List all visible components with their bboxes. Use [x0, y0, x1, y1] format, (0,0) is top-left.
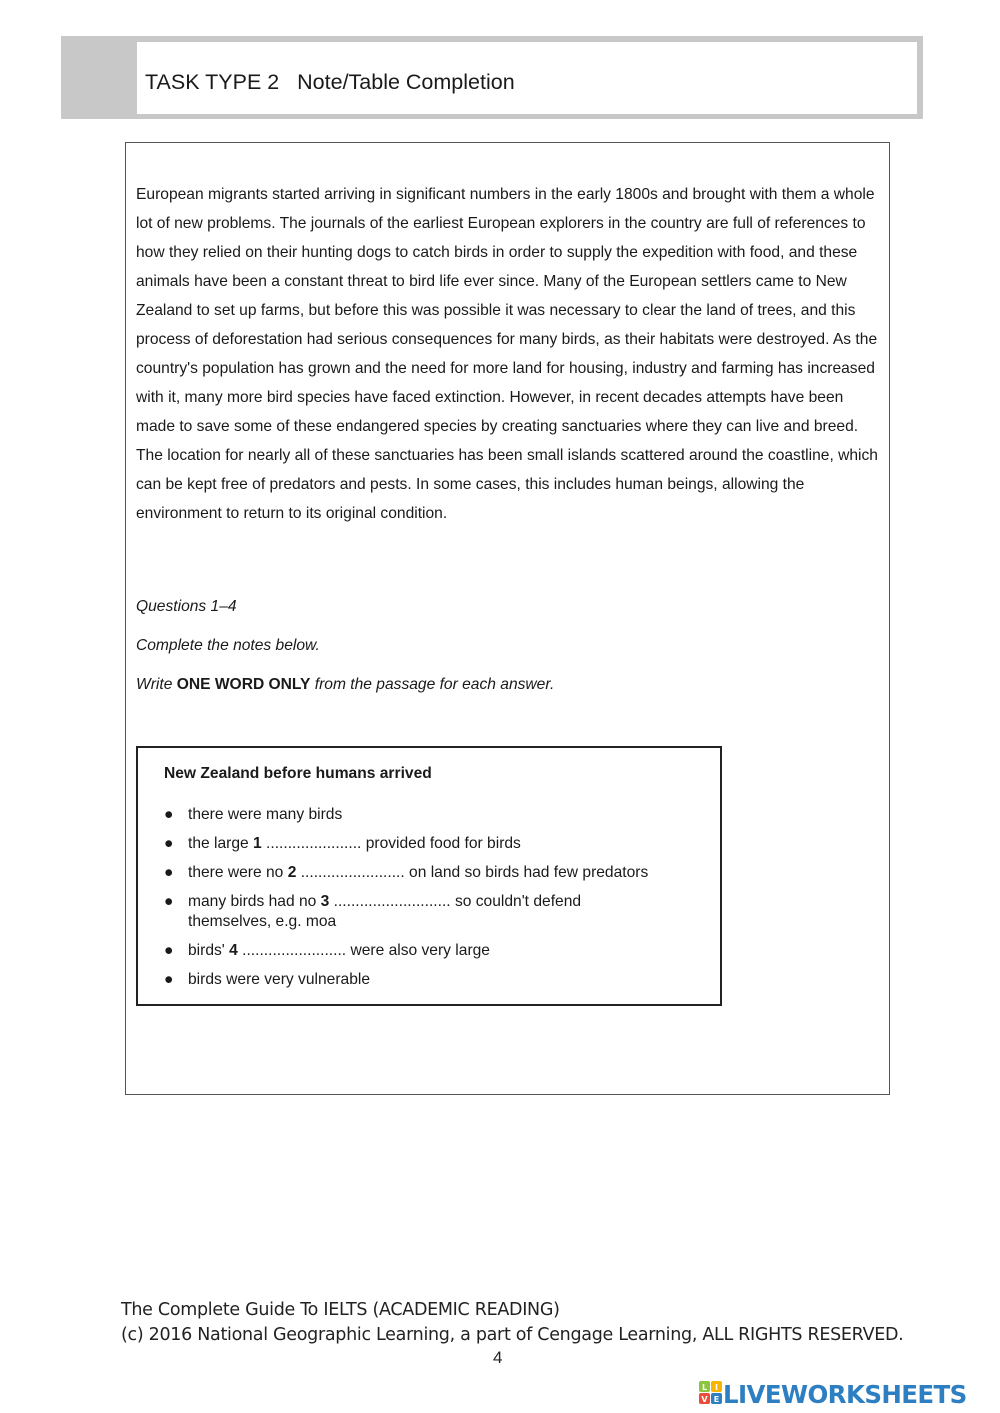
blank-number-4: 4 — [229, 942, 238, 959]
questions-write-instruction — [136, 676, 554, 694]
notes-title: New Zealand before humans arrived — [164, 765, 432, 782]
bullet-icon: ● — [164, 893, 174, 910]
footer-copyright: (c) 2016 National Geographic Learning, a part of Cengage Learning, ALL RIGHTS RESERVED. — [121, 1325, 904, 1345]
questions-instruction: Complete the notes below. — [136, 637, 320, 654]
word-limit: ONE WORD ONLY — [176, 676, 311, 693]
notes-box: New Zealand before humans arrived ● there were many birds ● the large 1 ...................... provided food for birds ● there were no 2 ........................ on land so birds had few predators ● many birds had no 3 ........................... so couldn't defend themselves, e.g. moa ● birds' 4 ........................ were also very large ● birds were very vulnerable — [136, 746, 722, 1006]
write-prefix: Write — [136, 676, 177, 693]
bullet-icon: ● — [164, 971, 174, 988]
questions-range: Questions 1–4 — [136, 598, 237, 615]
footer-book-title: The Complete Guide To IELTS (ACADEMIC READING) — [121, 1300, 560, 1320]
svg-text:V: V — [701, 1395, 708, 1404]
svg-text:L: L — [701, 1383, 708, 1392]
bullet-icon: ● — [164, 806, 174, 823]
blank-number-1: 1 — [253, 835, 262, 852]
content-frame — [125, 142, 890, 1095]
svg-text:I: I — [715, 1383, 718, 1392]
bullet-icon: ● — [164, 864, 174, 881]
svg-text:E: E — [713, 1395, 720, 1404]
answer-blank-1[interactable]: ...................... provided food for birds — [261, 835, 521, 852]
answer-blank-4[interactable]: ........................ were also very large — [237, 942, 490, 959]
write-suffix: from the passage for each answer. — [310, 676, 555, 693]
bullet-icon: ● — [164, 835, 174, 852]
blank-number-3: 3 — [320, 893, 330, 910]
reading-passage: European migrants started arriving in significant numbers in the early 1800s and brought with them a whole lot of new problems. The journals of the earliest European explorers in the country are full of references to how they relied on their hunting dogs to catch birds in order to supply the expedition with food, and these animals have been a constant threat to bird life ever since. Many of the European settlers came to New Zealand to set up farms, but before this was possible it was necessary to clear the land of trees, and this process of deforestation had serious consequences for many birds, as their habitats were destroyed. As the country's population has grown and the need for more land for housing, industry and farming has increased with it, many more bird species have faced extinction. However, in recent decades attempts have been made to save some of these endangered species by creating sanctuaries where they can live and breed. The location for nearly all of these sanctuaries has been small islands scattered around the coastline, which can be kept free of predators and pests. In some cases, this includes human beings, allowing the environment to return to its original condition. — [136, 186, 878, 522]
liveworksheets-logo-icon — [699, 1381, 723, 1405]
liveworksheets-brand: LIVEWORKSHEETS — [723, 1380, 967, 1409]
page-number: 4 — [493, 1348, 503, 1367]
answer-blank-2[interactable]: ........................ on land so birds had few predators — [296, 864, 649, 881]
blank-number-2: 2 — [287, 864, 297, 881]
header-title-box — [137, 42, 917, 114]
answer-blank-3[interactable]: ........................... so couldn't defend themselves, e.g. moa — [188, 893, 582, 930]
header-bar — [61, 36, 923, 119]
page-title: TASK TYPE 2 Note/Table Completion — [145, 70, 515, 94]
bullet-icon: ● — [164, 942, 174, 959]
